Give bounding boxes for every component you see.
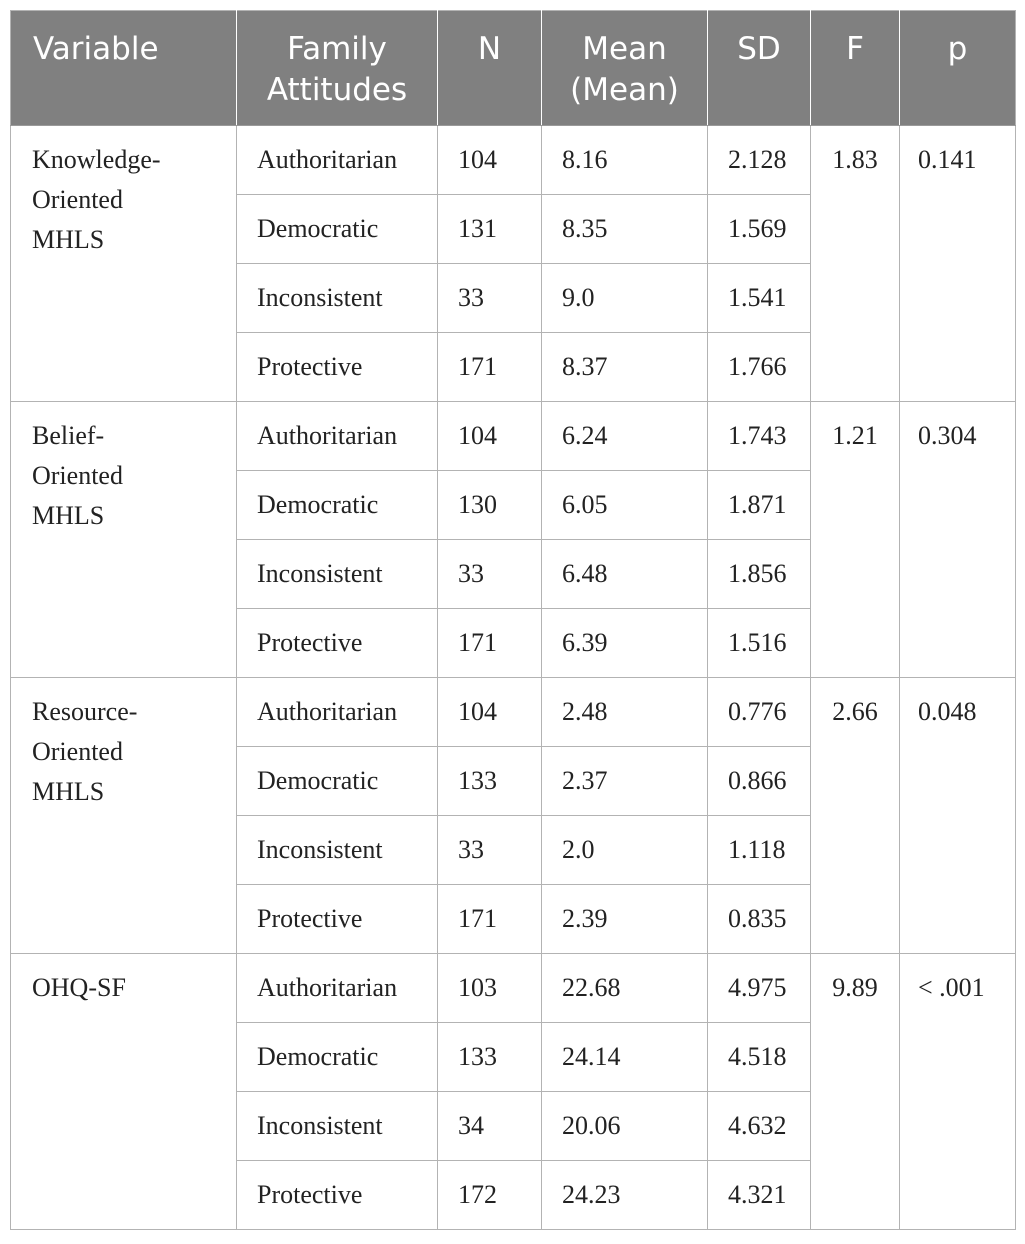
variable-cell	[11, 954, 237, 1230]
sd-cell: 0.776	[708, 678, 811, 747]
table-row	[11, 678, 1016, 747]
n-cell: 104	[438, 402, 542, 471]
header-variable: Variable	[11, 11, 237, 126]
n-cell: 171	[438, 333, 542, 402]
n-cell: 33	[438, 540, 542, 609]
mean-cell: 22.68	[542, 954, 708, 1023]
mean-cell: 6.24	[542, 402, 708, 471]
header-sd: SD	[708, 11, 811, 126]
table-body	[11, 126, 1016, 1230]
mean-cell: 2.39	[542, 885, 708, 954]
n-cell: 130	[438, 471, 542, 540]
attitude-cell: Protective	[237, 333, 438, 402]
table-row	[11, 954, 1016, 1023]
f-statistic-cell: 2.66	[811, 678, 900, 954]
n-cell: 103	[438, 954, 542, 1023]
variable-cell	[11, 402, 237, 678]
attitude-cell: Protective	[237, 1161, 438, 1230]
n-cell: 171	[438, 885, 542, 954]
variable-cell	[11, 678, 237, 954]
attitude-cell: Democratic	[237, 195, 438, 264]
table-row	[11, 402, 1016, 471]
p-value-cell: 0.304	[900, 402, 1016, 678]
anova-table	[10, 10, 1016, 1230]
attitude-cell: Democratic	[237, 471, 438, 540]
n-cell: 172	[438, 1161, 542, 1230]
variable-line: Resource-	[32, 697, 138, 726]
sd-cell: 4.321	[708, 1161, 811, 1230]
sd-cell: 4.975	[708, 954, 811, 1023]
sd-cell: 1.516	[708, 609, 811, 678]
attitude-cell: Democratic	[237, 1023, 438, 1092]
attitude-cell: Inconsistent	[237, 540, 438, 609]
table-row	[11, 126, 1016, 195]
n-cell: 33	[438, 264, 542, 333]
mean-cell: 2.37	[542, 747, 708, 816]
attitude-cell: Democratic	[237, 747, 438, 816]
variable-line: Belief-	[32, 421, 105, 450]
mean-cell: 8.37	[542, 333, 708, 402]
sd-cell: 1.871	[708, 471, 811, 540]
variable-line: Knowledge-	[32, 145, 161, 174]
f-statistic-cell: 1.21	[811, 402, 900, 678]
n-cell: 34	[438, 1092, 542, 1161]
variable-line: MHLS	[32, 501, 105, 530]
attitude-cell: Authoritarian	[237, 678, 438, 747]
attitude-cell: Inconsistent	[237, 1092, 438, 1161]
variable-line: OHQ-SF	[32, 973, 126, 1002]
mean-cell: 20.06	[542, 1092, 708, 1161]
mean-cell: 6.39	[542, 609, 708, 678]
n-cell: 104	[438, 126, 542, 195]
sd-cell: 4.632	[708, 1092, 811, 1161]
header-f: F	[811, 11, 900, 126]
sd-cell: 2.128	[708, 126, 811, 195]
n-cell: 171	[438, 609, 542, 678]
variable-cell	[11, 126, 237, 402]
sd-cell: 4.518	[708, 1023, 811, 1092]
variable-line: Oriented	[32, 185, 123, 214]
attitude-cell: Inconsistent	[237, 264, 438, 333]
p-value-cell: 0.141	[900, 126, 1016, 402]
attitude-cell: Authoritarian	[237, 954, 438, 1023]
sd-cell: 0.866	[708, 747, 811, 816]
mean-cell: 8.16	[542, 126, 708, 195]
variable-line: Oriented	[32, 737, 123, 766]
header-mean: Mean (Mean)	[542, 11, 708, 126]
sd-cell: 1.856	[708, 540, 811, 609]
variable-line: Oriented	[32, 461, 123, 490]
attitude-cell: Inconsistent	[237, 816, 438, 885]
mean-cell: 8.35	[542, 195, 708, 264]
sd-cell: 1.743	[708, 402, 811, 471]
n-cell: 133	[438, 1023, 542, 1092]
mean-cell: 24.14	[542, 1023, 708, 1092]
sd-cell: 1.766	[708, 333, 811, 402]
n-cell: 131	[438, 195, 542, 264]
mean-cell: 24.23	[542, 1161, 708, 1230]
n-cell: 33	[438, 816, 542, 885]
header-family-attitudes: Family Attitudes	[237, 11, 438, 126]
header-p: p	[900, 11, 1016, 126]
n-cell: 104	[438, 678, 542, 747]
p-value-cell: 0.048	[900, 678, 1016, 954]
header-n: N	[438, 11, 542, 126]
sd-cell: 1.569	[708, 195, 811, 264]
f-statistic-cell: 9.89	[811, 954, 900, 1230]
sd-cell: 0.835	[708, 885, 811, 954]
header-row	[11, 11, 1016, 126]
p-value-cell: < .001	[900, 954, 1016, 1230]
sd-cell: 1.541	[708, 264, 811, 333]
mean-cell: 2.0	[542, 816, 708, 885]
attitude-cell: Protective	[237, 885, 438, 954]
attitude-cell: Authoritarian	[237, 126, 438, 195]
sd-cell: 1.118	[708, 816, 811, 885]
attitude-cell: Authoritarian	[237, 402, 438, 471]
n-cell: 133	[438, 747, 542, 816]
variable-line: MHLS	[32, 777, 105, 806]
mean-cell: 9.0	[542, 264, 708, 333]
mean-cell: 6.05	[542, 471, 708, 540]
mean-cell: 6.48	[542, 540, 708, 609]
variable-line: MHLS	[32, 225, 105, 254]
mean-cell: 2.48	[542, 678, 708, 747]
f-statistic-cell: 1.83	[811, 126, 900, 402]
attitude-cell: Protective	[237, 609, 438, 678]
table-header	[11, 11, 1016, 126]
